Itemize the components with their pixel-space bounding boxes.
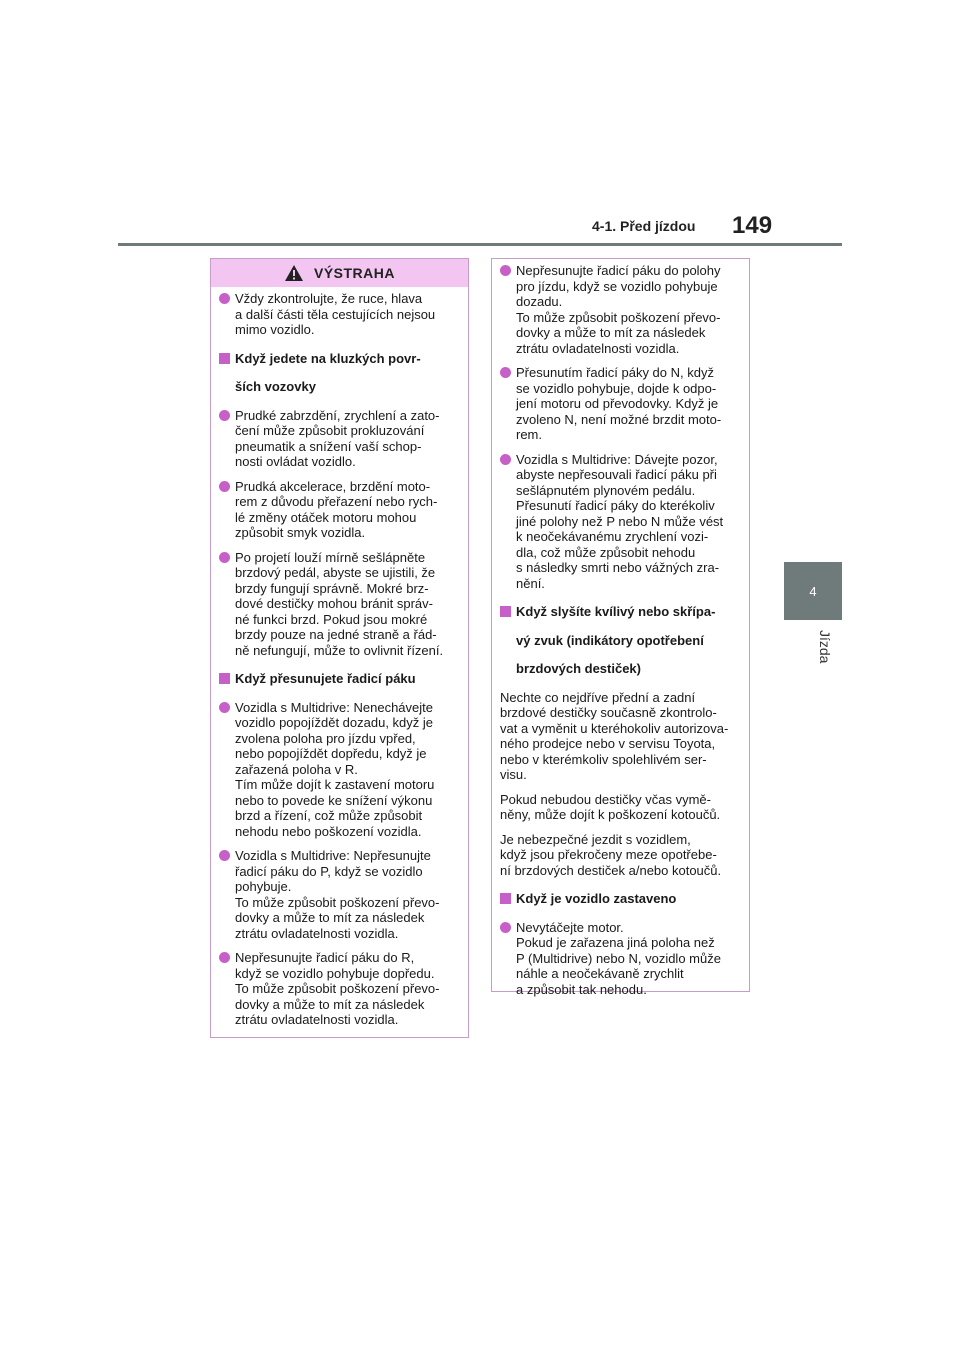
text-line: Je nebezpečné jezdit s vozidlem, <box>500 831 691 847</box>
text-line: dla, což může způsobit nehodu <box>516 544 696 560</box>
text-line: Nepřesunujte řadicí páku do R, <box>235 950 415 965</box>
text-line: nebo popojíždět dopředu, když je <box>235 746 427 761</box>
warning-bullet-item <box>219 550 460 659</box>
text-line: To může způsobit poškození převo- <box>235 981 440 996</box>
warning-box-left <box>210 258 469 1038</box>
subsection-heading <box>500 604 741 677</box>
text-line: Vždy zkontrolujte, že ruce, hlava <box>235 291 423 306</box>
text-line: Pokud nebudou destičky včas vymě- <box>500 791 711 807</box>
bullet-icon <box>219 850 230 861</box>
text-line: Pokud je zařazena jiná poloha než <box>516 935 715 950</box>
text-line: P (Multidrive) nebo N, vozidlo může <box>516 950 721 966</box>
text-line: a další části těla cestujících nejsou <box>235 306 436 322</box>
text-line: abyste nepřesouvali řadicí páku při <box>516 467 717 482</box>
text-line: zvoleno N, není možné brzdit moto- <box>516 411 722 427</box>
text-line: a způsobit tak nehodu. <box>516 981 647 997</box>
text-line: když jsou překročeny meze opotřebe- <box>500 847 717 862</box>
text-line: k neočekávanému zrychlení vozi- <box>516 529 709 544</box>
text-line: se vozidlo pohybuje, dojde k odpo- <box>516 380 717 396</box>
warning-box-right <box>491 258 750 997</box>
text-line: rem. <box>516 427 542 442</box>
header-rule <box>118 243 842 246</box>
text-line: pneumatik a snížení vaší schop- <box>235 438 422 454</box>
text-line: způsobit smyk vozidla. <box>235 525 366 540</box>
bullet-icon <box>219 702 230 713</box>
text-line: Když je vozidlo zastaveno <box>516 891 677 906</box>
square-bullet-icon <box>500 606 511 617</box>
text-line: dozadu. <box>516 294 563 309</box>
text-line: Nepřesunujte řadicí páku do polohy <box>516 263 721 278</box>
text-line: To může způsobit poškození převo- <box>235 894 440 910</box>
text-line: Vozidla s Multidrive: Nenechávejte <box>235 699 433 715</box>
section-title: 4-1. Před jízdou <box>592 218 696 234</box>
text-line: né funkci brzd. Pokud jsou mokré <box>235 611 428 627</box>
warning-bullet-item <box>500 263 741 356</box>
text-line: vat a vyměnit u kteréhokoliv autorizova- <box>500 720 729 736</box>
page-number: 149 <box>732 212 773 239</box>
text-line: Když jedete na kluzkých povr- <box>235 350 421 366</box>
text-line: zařazená poloha v R. <box>235 761 358 777</box>
text-line: Když přesunujete řadicí páku <box>235 671 416 686</box>
text-line: nosti ovládat vozidlo. <box>235 454 356 469</box>
text-line: nebo v kterémkoliv spolehlivém ser- <box>500 751 707 767</box>
warning-bullet-item <box>500 452 741 592</box>
square-bullet-icon <box>219 353 230 364</box>
warning-bullet-item <box>219 479 460 541</box>
paragraph <box>500 690 741 783</box>
warning-bullet-item <box>219 700 460 840</box>
text-line: čení může způsobit prokluzování <box>235 423 425 438</box>
text-line: jení motoru od převodovky. Když je <box>516 396 719 411</box>
text-line: nění. <box>516 575 545 591</box>
text-line: Vozidla s Multidrive: Nepřesunujte <box>235 848 431 863</box>
text-line: pro jízdu, když se vozidlo pohybuje <box>516 278 718 294</box>
warning-content-left <box>211 287 468 1043</box>
text-line: něny, může dojít k poškození kotoučů. <box>500 807 721 822</box>
text-line: vý zvuk (indikátory opotřebení <box>516 632 704 648</box>
subsection-heading <box>500 891 741 907</box>
text-line: brzdy pouze na jedné straně a řád- <box>235 627 437 642</box>
paragraph <box>500 792 741 823</box>
text-line: Prudké zabrzdění, zrychlení a zato- <box>235 407 440 423</box>
text-line: Tím může dojít k zastavení motoru <box>235 777 435 792</box>
text-line: brzdy fungují správně. Mokré brz- <box>235 580 429 596</box>
text-line: To může způsobit poškození převo- <box>516 309 721 325</box>
warning-bullet-item <box>219 408 460 470</box>
text-line: zvolena poloha pro jízdu vpřed, <box>235 730 416 746</box>
chapter-number: 4 <box>809 583 817 599</box>
text-line: s následky smrti nebo vážných zra- <box>516 560 720 575</box>
text-line: ztrátu ovladatelnosti vozidla. <box>235 925 399 941</box>
warning-title: VÝSTRAHA <box>313 265 395 281</box>
bullet-icon <box>219 410 230 421</box>
text-line: nehodu nebo poškození vozidla. <box>235 823 422 839</box>
bullet-icon <box>219 481 230 492</box>
text-line: ších vozovky <box>235 379 316 394</box>
text-line: Prudká akcelerace, brzdění moto- <box>235 478 431 494</box>
bullet-icon <box>219 952 230 963</box>
bullet-icon <box>219 552 230 563</box>
text-line: dovky a může to mít za následek <box>235 996 425 1012</box>
text-line: mimo vozidlo. <box>235 322 315 337</box>
bullet-icon <box>500 922 511 933</box>
text-line: nebo to povede ke snížení výkonu <box>235 792 433 808</box>
warning-bullet-item <box>500 365 741 443</box>
text-line: Vozidla s Multidrive: Dávejte pozor, <box>516 451 718 467</box>
text-line: ztrátu ovladatelnosti vozidla. <box>516 340 680 356</box>
text-line: Po projetí louží mírně sešlápněte <box>235 549 426 565</box>
warning-bullet-item <box>219 950 460 1028</box>
text-line: ného prodejce nebo v servisu Toyota, <box>500 736 716 751</box>
text-line: Přesunutí řadicí páky do kterékoliv <box>516 498 715 513</box>
bullet-icon <box>500 367 511 378</box>
warning-header <box>211 259 468 287</box>
text-line: Nevytáčejte motor. <box>516 919 624 935</box>
warning-content-right <box>492 259 749 1012</box>
warning-triangle-icon <box>284 264 304 282</box>
subsection-heading <box>219 351 460 395</box>
text-line: dovky a může to mít za následek <box>235 910 425 925</box>
text-line: ně nefungují, může to ovlivnit řízení. <box>235 642 444 658</box>
chapter-tab[interactable] <box>784 562 842 620</box>
text-line: náhle a neočekávaně zrychlit <box>516 966 684 981</box>
warning-bullet-item <box>219 848 460 941</box>
warning-bullet-item <box>219 291 460 338</box>
text-line: lé změny otáček motoru mohou <box>235 509 417 525</box>
text-line: rem z důvodu přeřazení nebo rych- <box>235 494 438 509</box>
text-line: brzdové destičky současně zkontrolo- <box>500 705 717 720</box>
text-line: vozidlo popojíždět dozadu, když je <box>235 715 434 730</box>
text-line: sešlápnutém plynovém pedálu. <box>516 482 696 498</box>
square-bullet-icon <box>500 893 511 904</box>
subsection-heading <box>219 671 460 687</box>
text-line: brzdových destiček) <box>516 661 641 676</box>
text-line: dové destičky mohou bránit správ- <box>235 596 433 611</box>
text-line: brzdový pedál, abyste se ujistili, že <box>235 565 436 580</box>
text-line: visu. <box>500 767 527 782</box>
text-line: Přesunutím řadicí páky do N, když <box>516 365 714 380</box>
text-line: ní brzdových destiček a/nebo kotoučů. <box>500 862 722 878</box>
text-line: Nechte co nejdříve přední a zadní <box>500 689 696 705</box>
bullet-icon <box>500 454 511 465</box>
text-line: Když slyšíte kvílivý nebo skřípa- <box>516 604 716 619</box>
bullet-icon <box>500 265 511 276</box>
paragraph <box>500 832 741 879</box>
text-line: jiné polohy než P nebo N může vést <box>516 513 724 529</box>
text-line: pohybuje. <box>235 879 292 894</box>
chapter-label: Jízda <box>817 630 833 664</box>
text-line: ztrátu ovladatelnosti vozidla. <box>235 1012 399 1027</box>
bullet-icon <box>219 293 230 304</box>
square-bullet-icon <box>219 673 230 684</box>
warning-bullet-item <box>500 920 741 998</box>
text-line: dovky a může to mít za následek <box>516 325 706 340</box>
text-line: když se vozidlo pohybuje dopředu. <box>235 965 435 981</box>
text-line: brzd a řízení, což může způsobit <box>235 808 423 823</box>
text-line: řadicí páku do P, když se vozidlo <box>235 863 423 879</box>
